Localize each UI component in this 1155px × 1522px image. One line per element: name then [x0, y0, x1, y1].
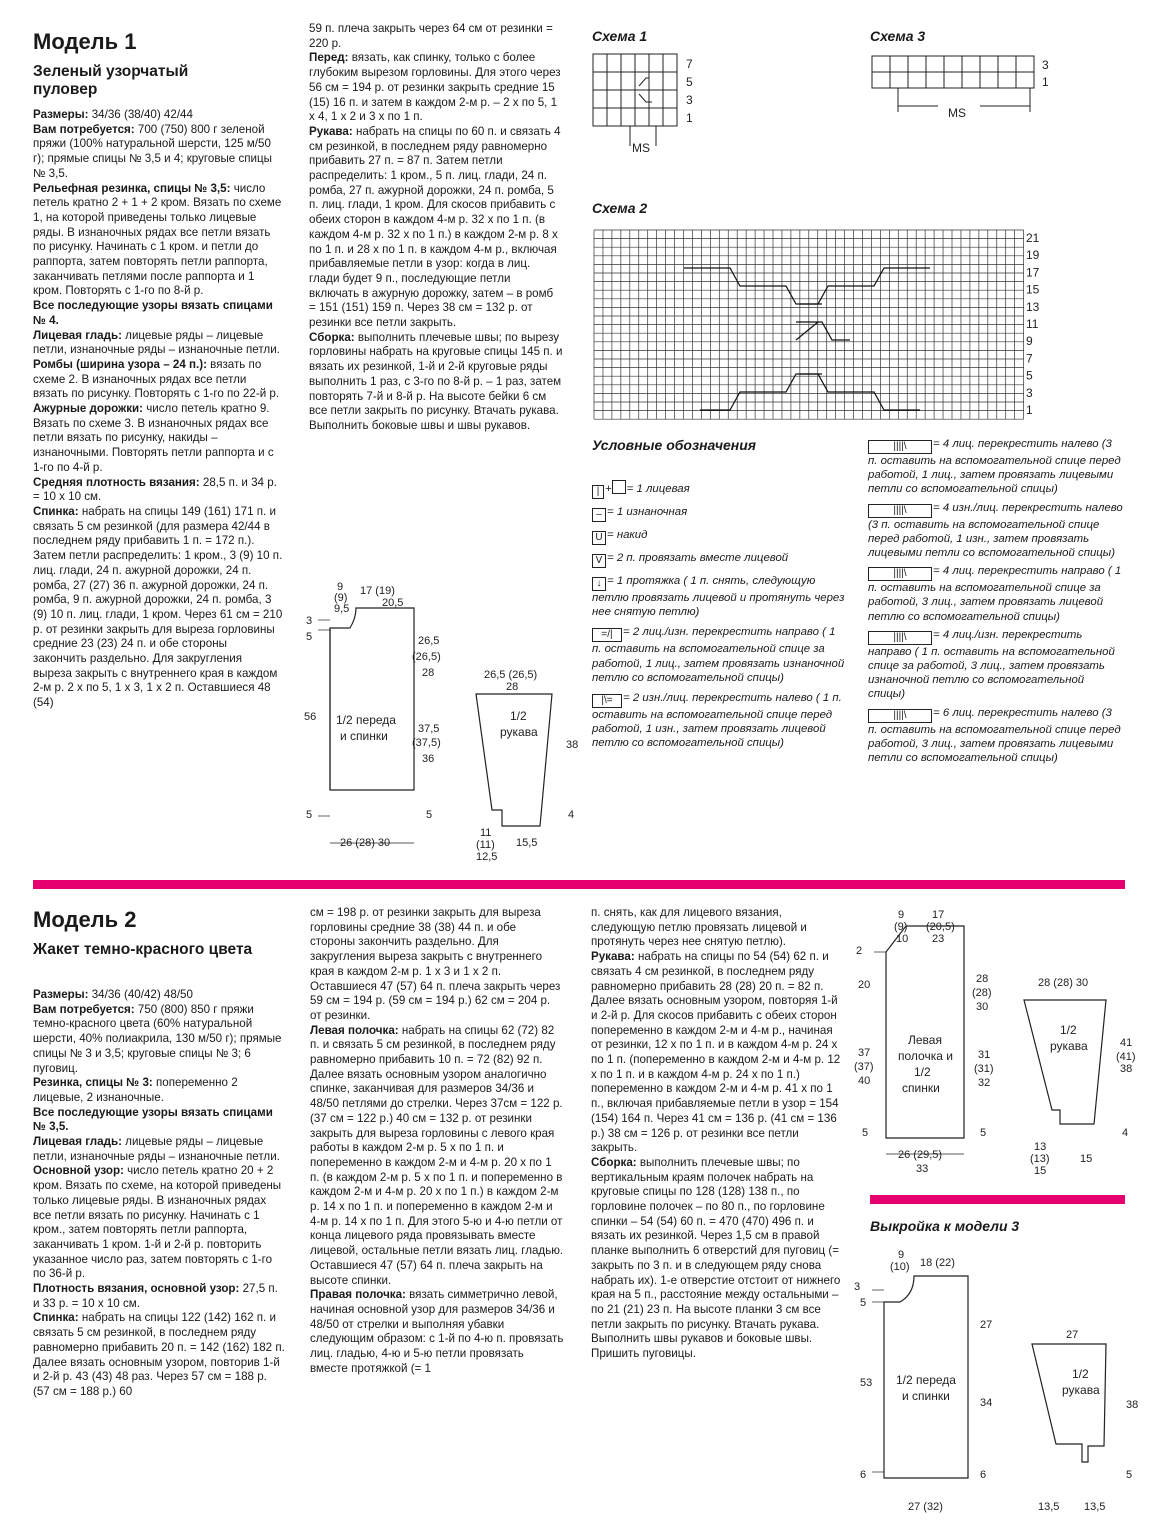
svg-text:1/2: 1/2: [914, 1065, 931, 1079]
legend-symbol-icon: ||||\: [868, 629, 933, 641]
legend-item: [868, 437, 1123, 497]
legend-item: [592, 528, 847, 545]
legend-text: = 1 протяжка ( 1 п. снять, следующую петлю провязать лицевой и протянуть через нее снятую петлю): [592, 575, 845, 619]
model2-col1-heading: Плотность вязания, основной узор:: [33, 1282, 240, 1296]
model2-col1-paragraph: [33, 1282, 285, 1311]
legend-symbol-icon: | +: [592, 483, 627, 495]
model2-col2-body: см = 198 р. от резинки закрыть для выреза горловины средние 38 (38) 44 п. и обе стороны закончить раздельно. Для закругления выреза закрыть с внутреннего края в каждом 2-м р. 1 х 3 и 1 х 2 п. Оставшиеся 47 (57) 64 п. плеча закрыть через 59 см = 194 р. (59 см = 194 р.) 62 см = 204 р. от резинки.: [310, 906, 561, 1022]
legend-right: [868, 437, 1123, 769]
model2-col1-paragraph: [33, 1076, 285, 1105]
model1-col2-body: выполнить плечевые швы; по вырезу горловины набрать на круговые спицы 145 п. и вязать их резинкой, 1-й и 2-й круговые ряды выполнить 1 раз, с 3-го по 8-й р. – 1 раз, затем повторять 7-й и 8-й р. На высоте бейки 6 см все петли закрыть по рисунку. Втачать рукава. Выполнить боковые швы и швы рукавов.: [309, 330, 563, 432]
svg-text:3: 3: [854, 1281, 861, 1293]
model3-divider: [870, 1195, 1125, 1204]
model1-col1-heading: Лицевая гладь:: [33, 328, 122, 342]
schema3-row-3: 3: [1042, 58, 1049, 72]
model2-pattern: [848, 906, 1148, 1186]
legend-left: [592, 480, 847, 757]
model1-col1-heading: Вам потребуется:: [33, 122, 135, 136]
svg-text:1/2: 1/2: [1072, 1367, 1089, 1381]
model2-text-col2: [310, 906, 564, 1377]
svg-text:5: 5: [306, 631, 313, 643]
legend-symbol-icon: ||||\: [868, 502, 933, 514]
svg-text:34: 34: [980, 1397, 993, 1409]
legend-symbol-icon: U: [592, 529, 607, 541]
svg-text:38: 38: [566, 739, 579, 751]
svg-text:(26,5): (26,5): [412, 651, 441, 663]
model2-col2-heading: Левая полочка:: [310, 1023, 399, 1037]
model2-col1-paragraph: [33, 1106, 285, 1135]
model2-col3-body: выполнить плечевые швы; по вертикальным краям полочек набрать на круговые спицы по 128 (128) 138 п., по горловине полочек – по 80 п., по горловине спинки – 54 (54) 60 п. = 470 (470) 496 п. и вязать их резинкой. Через 1,5 см в правой планке выполнить 6 отверстий для пуговиц (= закрыть по 3 п. и в следующем ряду снова набрать их). 1-е отверстие отстоит от нижнего края на 5 п., расстояние между остальными – по 21 (21) 23 п. На высоте планки 3 см все петли закрыть по рисунку. Втачать рукава. Выполнить швы рукавов и боковые швы. Пришить пуговицы.: [591, 1155, 841, 1361]
model2-col2-paragraph: [310, 1024, 564, 1289]
model1-col1-paragraph: [33, 329, 283, 358]
svg-text:5: 5: [980, 1127, 987, 1139]
model1-col1-paragraph: [33, 358, 283, 402]
svg-text:31: 31: [978, 1049, 991, 1061]
legend-title: Условные обозначения: [592, 437, 757, 453]
model1-col2-heading: Перед:: [309, 51, 349, 65]
model1-subtitle: Зеленый узорчатый пуловер: [33, 63, 189, 98]
model1-col2-heading: Сборка:: [309, 330, 355, 344]
model2-col1-heading: Резинка, спицы № 3:: [33, 1076, 153, 1090]
svg-text:4: 4: [1122, 1127, 1129, 1139]
model2-col1-body: число петель кратно 20 + 2 кром. Вязать по схеме, на которой приведены только лицевые ряды. В изнаночных рядах все петли вязать по рисунку. Начинать с 1 кром., затем повторять петли раппорта, заканчивать 1 кром. 1-й и 2-й р. повторить указанное число раз, затем повторять с 1-го по 36-й р.: [33, 1164, 282, 1281]
legend-symbol-icon: =/|: [592, 626, 623, 638]
model1-col2-body: 59 п. плеча закрыть через 64 см от резинки = 220 р.: [309, 22, 553, 50]
model1-col1-paragraph: [33, 108, 283, 123]
schema1-row-1: 1: [686, 111, 693, 125]
schema1-ms: MS: [632, 141, 650, 155]
svg-text:38: 38: [1120, 1063, 1133, 1075]
model1-col1-heading: Спинка:: [33, 504, 79, 518]
model1-pattern: [290, 578, 590, 868]
legend-text: = 4 изн./лиц. перекрестить налево (3 п. оставить на вспомогательной спице перед работой, 1 изн., затем провязать лицевыми петли со вспомогательной спицы): [868, 501, 1123, 560]
schema2-row-label: 11: [1026, 317, 1039, 331]
legend-symbol-icon: –: [592, 506, 607, 518]
legend-text: = 2 лиц./изн. перекрестить направо ( 1 п. оставить на вспомогательной спице за работой, 1 лиц., затем провязать изнаночной петлю со вспомогательной спицы): [592, 626, 845, 684]
legend-text: = 2 изн./лиц. перекрестить налево ( 1 п. оставить на вспомогательной спице перед работой, 1 изн., затем провязать лицевой петлю со вспомогательной спицы): [592, 692, 842, 750]
model1-col2-body: вязать, как спинку, только с более глубоким вырезом горловины. Для этого через 56 см = 194 р. от резинки закрыть средние 15 (15) 16 п. и затем в каждом 2-м р. – 2 х по 5, 1 х 4, 1 х 2 и 3 х по 1 п.: [309, 51, 561, 124]
svg-text:и спинки: и спинки: [340, 729, 388, 743]
svg-text:27: 27: [1066, 1329, 1079, 1341]
model1-col1-body: 34/36 (38/40) 42/44: [88, 108, 193, 121]
legend-item: [868, 564, 1123, 624]
svg-text:28 (28) 30: 28 (28) 30: [1038, 977, 1089, 989]
svg-text:26 (29,5): 26 (29,5): [898, 1149, 943, 1161]
svg-text:13: 13: [1034, 1141, 1047, 1153]
schema3-title: Схема 3: [870, 28, 926, 44]
svg-text:полочка и: полочка и: [898, 1049, 953, 1063]
schema2-row-label: 7: [1026, 351, 1033, 366]
model2-col1-body: 27,5 п. и 33 р. = 10 х 10 см.: [33, 1282, 278, 1310]
svg-text:26,5: 26,5: [418, 635, 440, 647]
model2-col1-heading: Лицевая гладь:: [33, 1135, 122, 1149]
legend-symbol-icon: ||||\: [868, 438, 933, 450]
svg-text:28: 28: [506, 681, 519, 693]
schema2-row-label: 15: [1026, 282, 1040, 297]
svg-text:5: 5: [306, 809, 313, 821]
svg-text:26,5 (26,5): 26,5 (26,5): [484, 669, 538, 681]
schema2-row-label: 5: [1026, 368, 1033, 383]
svg-text:33: 33: [916, 1163, 929, 1175]
model1-col1-paragraph: [33, 123, 283, 182]
model1-col1-body: число петель кратно 9. Вязать по схеме 3. В изнаночных рядах все петли вязать по рисунку, накиды – изнаночными. Повторять петли раппорта и с 1-го по 4-й р.: [33, 402, 274, 474]
model2-col1-heading: Размеры:: [33, 988, 89, 1001]
svg-text:5: 5: [862, 1127, 869, 1139]
model1-col1-heading: Рельефная резинка, спицы № 3,5:: [33, 181, 231, 195]
schema1-row-3: 3: [686, 93, 693, 107]
legend-text: = 4 лиц. перекрестить направо ( 1 п. оставить на вспомогательной спице за работой, 3 лиц., затем провязать лицевой петлю со вспомогательной спицы): [868, 565, 1122, 623]
svg-text:9,5: 9,5: [334, 603, 350, 615]
model1-col1-paragraph: [33, 182, 283, 300]
svg-text:17: 17: [932, 909, 945, 921]
model2-col1-body: 750 (800) 850 г пряжи темно-красного цвета (60% натуральной шерсти, 40% полиакрила, 130 м/50 г); прямые спицы № 3 и 3,5; круговые спицы № 3; 6 пуговиц.: [33, 1002, 282, 1075]
svg-text:рукава: рукава: [500, 725, 538, 739]
svg-text:18 (22): 18 (22): [920, 1257, 955, 1269]
svg-text:(11): (11): [476, 839, 495, 851]
legend-symbol-icon: |\=: [592, 692, 623, 704]
svg-text:27: 27: [980, 1319, 993, 1331]
svg-text:15: 15: [1080, 1153, 1093, 1165]
svg-text:32: 32: [978, 1077, 991, 1089]
schema2-row-label: 9: [1026, 334, 1033, 349]
svg-text:27 (32): 27 (32): [908, 1501, 943, 1513]
legend-item: [868, 706, 1123, 766]
legend-item: [592, 625, 847, 685]
model2-col2-paragraph: [310, 906, 564, 1024]
model2-col1-heading: Вам потребуется:: [33, 1002, 135, 1016]
schema3-row-1: 1: [1042, 75, 1049, 89]
model2-col1-heading: Все последующие узоры вязать спицами № 3,5.: [33, 1105, 273, 1134]
svg-text:спинки: спинки: [902, 1081, 940, 1095]
legend-text: = 1 изнаночная: [607, 506, 688, 518]
svg-text:рукава: рукава: [1050, 1039, 1088, 1053]
schema2-row-label: 19: [1026, 248, 1040, 263]
model2-col1-body: попеременно 2 лицевые, 2 изнаночные.: [33, 1076, 238, 1104]
model1-col2-paragraph: [309, 125, 563, 331]
svg-text:28: 28: [422, 667, 435, 679]
svg-text:13,5: 13,5: [1038, 1501, 1060, 1513]
svg-text:20,5: 20,5: [382, 597, 404, 609]
legend-item: [592, 505, 847, 522]
schema1-title: Схема 1: [592, 28, 648, 44]
svg-text:15: 15: [1034, 1165, 1047, 1177]
model1-col1-heading: Все последующие узоры вязать спицами № 4.: [33, 299, 273, 327]
svg-text:10: 10: [896, 933, 909, 945]
model2-col1-heading: Спинка:: [33, 1311, 79, 1325]
model2-col1-body: 34/36 (40/42) 48/50: [88, 988, 193, 1001]
legend-symbol-icon: ||||\: [868, 565, 933, 577]
legend-symbol-icon: ||||\: [868, 707, 933, 719]
svg-text:Левая: Левая: [908, 1033, 942, 1047]
svg-text:2: 2: [856, 945, 863, 957]
svg-text:5: 5: [1126, 1469, 1133, 1481]
svg-text:37: 37: [858, 1047, 871, 1059]
model2-col1-paragraph: [33, 988, 285, 1003]
svg-text:1/2 переда: 1/2 переда: [896, 1373, 956, 1387]
legend-text: = 6 лиц. перекрестить налево (3 п. оставить на вспомогательной спице перед работой, 3 лиц., затем провязать лицевыми петли со вспомогательной спицы): [868, 706, 1121, 765]
model1-col2-heading: Рукава:: [309, 124, 353, 138]
model1-title: Модель 1: [33, 29, 137, 54]
model2-col3-paragraph: [591, 906, 845, 950]
legend-item: [592, 551, 847, 568]
svg-text:26 (28) 30: 26 (28) 30: [340, 837, 391, 849]
schema2-row-label: 13: [1026, 299, 1040, 314]
model1-col1-paragraph: [33, 402, 283, 476]
svg-text:1/2: 1/2: [1060, 1023, 1077, 1037]
svg-text:13,5: 13,5: [1084, 1501, 1106, 1513]
svg-text:30: 30: [976, 1001, 989, 1013]
svg-text:37,5: 37,5: [418, 723, 440, 735]
svg-text:(20,5): (20,5): [926, 921, 955, 933]
model2-col3-body: п. снять, как для лицевого вязания, следующую петлю провязать лицевой и протянуть через нее снятую петлю).: [591, 906, 807, 949]
legend-item: [592, 574, 847, 619]
model2-col1-body: набрать на спицы 122 (142) 162 п. и связать 5 см резинкой, в последнем ряду равномерно прибавить 20 п. = 142 (162) 182 п. Далее вязать основным узором, повторив 1-й и 2-й р. 43 (43) 48 раз. Через 57 см = 188 р. (57 см = 188 р.) 60: [33, 1311, 285, 1398]
svg-text:6: 6: [860, 1469, 867, 1481]
model2-subtitle: Жакет темно-красного цвета: [33, 941, 253, 958]
svg-text:(41): (41): [1116, 1051, 1136, 1063]
model2-col2-body: вязать симметрично левой, начиная основной узор для размеров 34/36 и 48/50 от стрелки и выполняя убавки следующим образом: с 1-й по 4-ю п. провязать лиц. гладью, 4-ю и 5-ю петли провязать вместе протяжкой (= 1: [310, 1288, 564, 1375]
svg-text:17 (19): 17 (19): [360, 585, 395, 597]
legend-text: = 4 лиц. перекрестить налево (3 п. оставить на вспомогательной спице перед работой, 1 лиц., затем провязать лицевыми петли со вспомогательной спицы): [868, 438, 1121, 496]
legend-item: [868, 628, 1123, 702]
svg-text:(37): (37): [854, 1061, 874, 1073]
model2-col1-paragraph: [33, 1311, 285, 1399]
model2-text-col3: [591, 906, 845, 1362]
legend-item: [868, 501, 1123, 561]
legend-text: = 1 лицевая: [626, 483, 690, 495]
schema3-ms: MS: [948, 106, 966, 120]
model2-col2-paragraph: [310, 1288, 564, 1376]
schema2-row-label: 21: [1026, 231, 1040, 245]
svg-text:20: 20: [858, 979, 871, 991]
model1-col1-heading: Ромбы (ширина узора – 24 п.):: [33, 357, 207, 371]
svg-text:5: 5: [860, 1297, 867, 1309]
legend-item: [592, 691, 847, 751]
svg-text:(13): (13): [1030, 1153, 1050, 1165]
model1-col1-paragraph: [33, 476, 283, 505]
schema2-row-label: 3: [1026, 385, 1033, 400]
svg-text:12,5: 12,5: [476, 851, 498, 863]
model1-col2-paragraph: [309, 22, 563, 51]
section-divider: [33, 880, 1125, 889]
model1-col1-paragraph: [33, 505, 283, 711]
model2-col3-heading: Рукава:: [591, 950, 635, 964]
schema1-row-7: 7: [686, 57, 693, 71]
svg-text:23: 23: [932, 933, 945, 945]
model2-text-col1: [33, 988, 285, 1400]
legend-text: = накид: [607, 529, 648, 541]
model1-col2-paragraph: [309, 51, 563, 125]
model1-col1-body: вязать по схеме 2. В изнаночных рядах все петли вязать по рисунку. Повторять с 1-го по 22-й р.: [33, 357, 280, 401]
model1-col1-heading: Размеры:: [33, 108, 89, 121]
svg-text:56: 56: [304, 711, 317, 723]
svg-text:11: 11: [480, 827, 492, 839]
legend-text: = 2 п. провязать вместе лицевой: [607, 552, 789, 564]
svg-text:5: 5: [426, 809, 433, 821]
model1-col1-heading: Ажурные дорожки:: [33, 402, 144, 416]
model2-col3-paragraph: [591, 950, 845, 1156]
svg-text:40: 40: [858, 1075, 871, 1087]
svg-text:9: 9: [898, 1249, 905, 1261]
legend-text: = 4 лиц./изн. перекрестить направо ( 1 п. оставить на вспомогательной спице за работой, 3 лиц., затем провязать изнаночной петлю со вспомогательной спицы): [868, 628, 1115, 701]
svg-text:36: 36: [422, 753, 435, 765]
svg-text:53: 53: [860, 1377, 873, 1389]
model1-col2-body: набрать на спицы по 60 п. и связать 4 см резинкой, в последнем ряду равномерно прибавить 27 п. = 87 п. Затем петли распределить: 1 кром., 5 п. лиц. глади, 24 п. ромба, 27 п. ажурной дорожки, 24 п. ромба, 5 п. лиц. глади, 1 кром. Для скосов прибавить с обеих сторон в каждом 4-м р. 32 х по 1 п. (в каждом 4-м р. 32 х по 1 п.) в каждом 2-м р. 8 х по 1 п. и 28 х по 1 п. в каждом 4-м р., включая прибавляемые петли в узор: когда в лиц. глади будет 9 п., последующие петли включать в ажурную дорожку, затем – в ромб = 151 (151) 159 п. Через 38 см = 132 р. от резинки все петли закрыть.: [309, 124, 561, 330]
svg-text:(9): (9): [894, 921, 908, 933]
schema2-row-label: 1: [1026, 403, 1033, 417]
svg-text:41: 41: [1120, 1037, 1133, 1049]
schema2-row-label: 17: [1026, 265, 1040, 280]
model2-col1-paragraph: [33, 1164, 285, 1282]
svg-text:(10): (10): [890, 1261, 910, 1273]
model1-text-col1: [33, 108, 283, 711]
schema3-chart: [868, 50, 1058, 122]
model1-col1-body: набрать на спицы 149 (161) 171 п. и связать 5 см резинкой (для размера 42/44 в последнем ряду прибавить 1 п. = 172 п.). Затем петли распределить: 1 кром., 3 (9) 10 п. лиц. глади, 24 п. ажурной дорожки, 24 п. ромба, 27 (27) 36 п. ажурной дорожки, 24 п. ромба, 9 п. ажурной дорожки, 24 п. ромба, 3 (9) 10 п. лиц. глади, 1 кром. Через 61 см = 210 р. от резинки закрыть для выреза горловины средние 23 (23) 24 п. и обе стороны закончить раздельно. Для закругления выреза закрыть с внутреннего края в каждом 2-м р. 2 х по 5, 1 х 3, 1 х 2 п. Оставшиеся 48 (54): [33, 504, 283, 710]
model2-col3-heading: Сборка:: [591, 1155, 637, 1169]
model1-col1-body: 28,5 п. и 34 р. = 10 х 10 см.: [33, 475, 277, 504]
model1-col1-heading: Средняя плотность вязания:: [33, 475, 200, 489]
model1-col1-body: лицевые ряды – лицевые петли, изнаночные ряды – изнаночные петли.: [33, 328, 280, 357]
svg-text:15,5: 15,5: [516, 837, 538, 849]
model2-col1-paragraph: [33, 1003, 285, 1077]
model2-col2-heading: Правая полочка:: [310, 1288, 406, 1302]
svg-text:38: 38: [1126, 1399, 1139, 1411]
model1-col2-paragraph: [309, 331, 563, 434]
svg-text:6: 6: [980, 1469, 987, 1481]
model3-title: Выкройка к модели 3: [870, 1218, 1020, 1234]
schema2-chart: [590, 224, 1060, 424]
svg-text:(37,5): (37,5): [412, 737, 441, 749]
svg-text:3: 3: [306, 615, 313, 627]
svg-text:1/2: 1/2: [510, 709, 527, 723]
legend-symbol-icon: V: [592, 552, 607, 564]
svg-text:рукава: рукава: [1062, 1383, 1100, 1397]
schema1-chart: [590, 50, 710, 160]
model2-col1-paragraph: [33, 1135, 285, 1164]
schema2-title: Схема 2: [592, 200, 648, 216]
svg-text:9: 9: [898, 909, 905, 921]
model2-col3-paragraph: [591, 1156, 845, 1362]
model1-text-col2: [309, 22, 563, 434]
model2-col1-body: лицевые ряды – лицевые петли, изнаночные ряды – изнаночные петли.: [33, 1135, 280, 1163]
svg-text:1/2 переда: 1/2 переда: [336, 713, 396, 727]
svg-text:и спинки: и спинки: [902, 1389, 950, 1403]
model1-col1-body: число петель кратно 2 + 1 + 2 кром. Вязать по схеме 1, на которой приведены только лицевые ряды. В изнаночных рядах все петли вязать по рисунку. Начинать с 1 кром. и петли до раппорта, затем повторять петли раппорта, заканчивать петлями после раппорта и 1 кром. Повторять с 1-го по 8-й р.: [33, 181, 282, 298]
svg-text:28: 28: [976, 973, 989, 985]
model2-col1-heading: Основной узор:: [33, 1164, 124, 1178]
svg-text:(31): (31): [974, 1063, 994, 1075]
svg-text:(28): (28): [972, 987, 992, 999]
legend-item: [592, 480, 847, 499]
model2-col3-body: набрать на спицы по 54 (54) 62 п. и связать 4 см резинкой, в последнем ряду равномерно прибавить 28 (28) 20 п. = 82 п. Далее вязать основным узором, повторяя 1-й и 2-й р. Для скосов прибавить с обеих сторон попеременно в каждом 2-м и 4-м р., начиная от резинки, 12 х по 1 п. и в каждом 4-м р. 24 х по 1 п. (попеременно в каждом 2-м и 4-м р. 12 х по 1 п. и в каждом 4-м р. 24 х по 1 п.) попеременно в каждом 2-м и 4-м р. 41 х по 1 п., включая прибавляемые петли в узор = 154 (154) 164 п. Через 41 см = 136 р. (41 см = 136 р.) 38 см = 126 р. от резинки все петли закрыть.: [591, 950, 841, 1155]
model2-col2-body: набрать на спицы 62 (72) 82 п. и связать 5 см резинкой, в последнем ряду равномерно прибавить 10 п. = 72 (82) 92 п. Далее вязать основным узором аналогично спинке, заканчивая для размеров 34/36 и 48/50 петлями до стрелки. Через 37см = 122 р. (37 см = 122 р.) 40 см = 132 р. от резинки закрыть для выреза горловины с левого края работы в каждом 2-м р. 5 х по 1 п. и попеременно в каждом 2-м и 4-м р. 20 х по 1 п. (в каждом 2-м р. 5 х по 1 п. и попеременно в каждом 2-м и 4-м р. 20 х по 1 п.) в каждом 2-м р. 14 х по 1 п. и попеременно в каждом 2-м и 4-м р. 14 х по 1 п. Для этого 5-ю и 4-ю петли от конца лицевого ряда провязывать вместе лицевой, остальные петли вязать лиц. гладью. Оставшиеся 47 (57) 64 п. плеча закрыть на высоте спинки.: [310, 1023, 564, 1287]
model3-pattern: [850, 1246, 1150, 1522]
model2-title: Модель 2: [33, 907, 137, 932]
model1-col1-paragraph: [33, 299, 283, 328]
schema1-row-5: 5: [686, 75, 693, 89]
svg-text:9: 9: [337, 581, 344, 593]
svg-text:(9): (9): [334, 592, 348, 604]
legend-symbol-icon: ↓: [592, 575, 607, 587]
model1-col1-body: 700 (750) 800 г зеленой пряжи (100% натуральной шерсти, 125 м/50 г); прямые спицы № 3,5 и 4; круговые спицы № 3,5.: [33, 122, 273, 180]
svg-text:4: 4: [568, 809, 575, 821]
